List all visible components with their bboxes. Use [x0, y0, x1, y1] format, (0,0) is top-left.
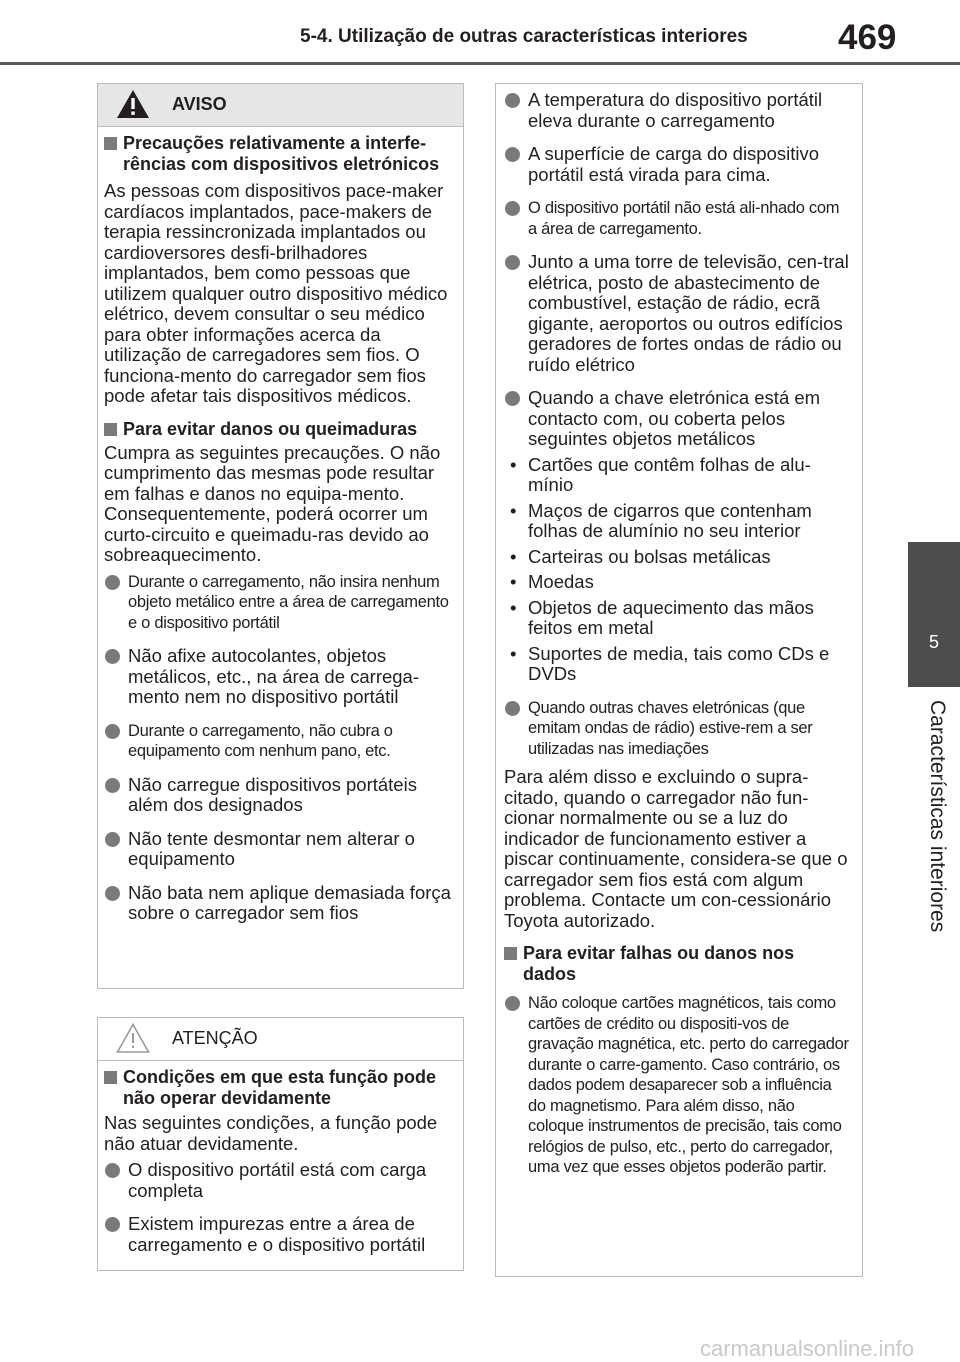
continued-content — [496, 84, 862, 1178]
section-title: Para evitar danos ou queimaduras — [104, 419, 451, 440]
sub-list-item: • Suportes de media, tais como CDs e DVDs — [504, 644, 850, 685]
list-item: Não carregue dispositivos portáteis além dos designados — [104, 775, 451, 816]
list-item: Não tente desmontar nem alterar o equipamento — [104, 829, 451, 870]
caution-title: ATENÇÃO — [172, 1028, 258, 1048]
caution-content — [98, 1061, 463, 1255]
list-item: Quando a chave eletrónica está em contacto com, ou coberta pelos seguintes objetos metálicos — [504, 388, 850, 450]
sub-list-item: • Objetos de aquecimento das mãos feitos em metal — [504, 598, 850, 639]
header-rule — [0, 62, 960, 65]
paragraph: Nas seguintes condições, a função pode não atuar devidamente. — [104, 1112, 438, 1154]
list-item: Durante o carregamento, não cubra o equipamento com nenhum pano, etc. — [104, 721, 451, 762]
paragraph: As pessoas com dispositivos pace-maker cardíacos implantados, pace-makers de terapia ressincronizada implantados ou cardioversores desfi-brilhadores implantados, bem como pessoas que utilizem qualquer outro dispositivo médico elétrico, devem consultar o seu médico para obter informações acerca da utilização de carregadores sem fios. O funciona-mento do carregador sem fios pode afetar tais dispositivos médicos. — [104, 180, 448, 406]
list-item: A superfície de carga do dispositivo portátil está virada para cima. — [504, 144, 850, 185]
sub-list-item: • Moedas — [504, 572, 850, 593]
warning-title: AVISO — [172, 94, 227, 114]
list-item: Não afixe autocolantes, objetos metálicos, etc., na área de carrega-mento nem no dispositivo portátil — [104, 646, 451, 708]
header-title: 5-4. Utilização de outras características interiores — [300, 26, 748, 47]
list-item: Junto a uma torre de televisão, cen-tral elétrica, posto de abastecimento de combustível, estação de rádio, ecrã gigante, aeroportos ou outros edifícios geradores de fortes ondas de rádio ou ruído elétrico — [504, 252, 850, 375]
watermark: carmanualsonline.info — [700, 1336, 915, 1361]
caution-box-header — [98, 1018, 463, 1061]
list-item: Não bata nem aplique demasiada força sobre o carregador sem fios — [104, 883, 451, 924]
list-item: O dispositivo portátil está com carga completa — [104, 1160, 451, 1201]
section-title: Para evitar falhas ou danos nos dados — [504, 943, 850, 985]
sub-list-item: • Maços de cigarros que contenham folhas de alumínio no seu interior — [504, 501, 850, 542]
warning-triangle-icon — [116, 89, 150, 119]
warning-box — [97, 83, 464, 989]
paragraph: Para além disso e excluindo o supra-citado, quando o carregador não fun-cionar normalmente ou se a luz do indicador de funcionamento estiver a piscar continuamente, considera-se que o carregador sem fios está com algum problema. Contacte um con-cessionário Toyota autorizado. — [504, 766, 848, 931]
page-number: 469 — [838, 18, 897, 57]
warning-content — [98, 127, 463, 924]
list-item: A temperatura do dispositivo portátil eleva durante o carregamento — [504, 90, 850, 131]
caution-triangle-icon — [116, 1023, 150, 1053]
chapter-label: Características interiores — [926, 700, 949, 933]
continued-box — [495, 83, 863, 1277]
list-item: Quando outras chaves eletrónicas (que emitam ondas de rádio) estive-rem a ser utilizadas nas imediações — [504, 698, 850, 760]
list-item: Durante o carregamento, não insira nenhum objeto metálico entre a área de carregamento e o dispositivo portátil — [104, 572, 451, 634]
paragraph: Cumpra as seguintes precauções. O não cumprimento das mesmas pode resultar em falhas e danos no equipa-mento. Consequentemente, poderá ocorrer um curto-circuito e queimadu-ras devido ao sobreaquecimento. — [104, 441, 441, 565]
caution-box — [97, 1017, 464, 1271]
sub-list-item: • Cartões que contêm folhas de alu-mínio — [504, 455, 850, 496]
section-title: Condições em que esta função pode não operar devidamente — [104, 1067, 451, 1109]
list-item: Não coloque cartões magnéticos, tais como cartões de crédito ou dispositi-vos de gravação magnética, etc. perto do carregador durante o carre-gamento. Caso contrário, os dados podem desaparecer sob a influência do magnetismo. Para além disso, não coloque instrumentos de precisão, tais como relógios de pulso, etc., perto do carregador, uma vez que esses objetos poderão partir. — [504, 993, 850, 1178]
section-title: Precauções relativamente a interfe-rências com dispositivos eletrónicos — [104, 133, 451, 175]
warning-box-header — [98, 84, 463, 127]
sub-list-item: • Carteiras ou bolsas metálicas — [504, 547, 850, 568]
chapter-number: 5 — [928, 632, 939, 652]
list-item: Existem impurezas entre a área de carregamento e o dispositivo portátil — [104, 1214, 451, 1255]
list-item: O dispositivo portátil não está ali-nhado com a área de carregamento. — [504, 198, 850, 239]
chapter-tab — [908, 542, 960, 687]
